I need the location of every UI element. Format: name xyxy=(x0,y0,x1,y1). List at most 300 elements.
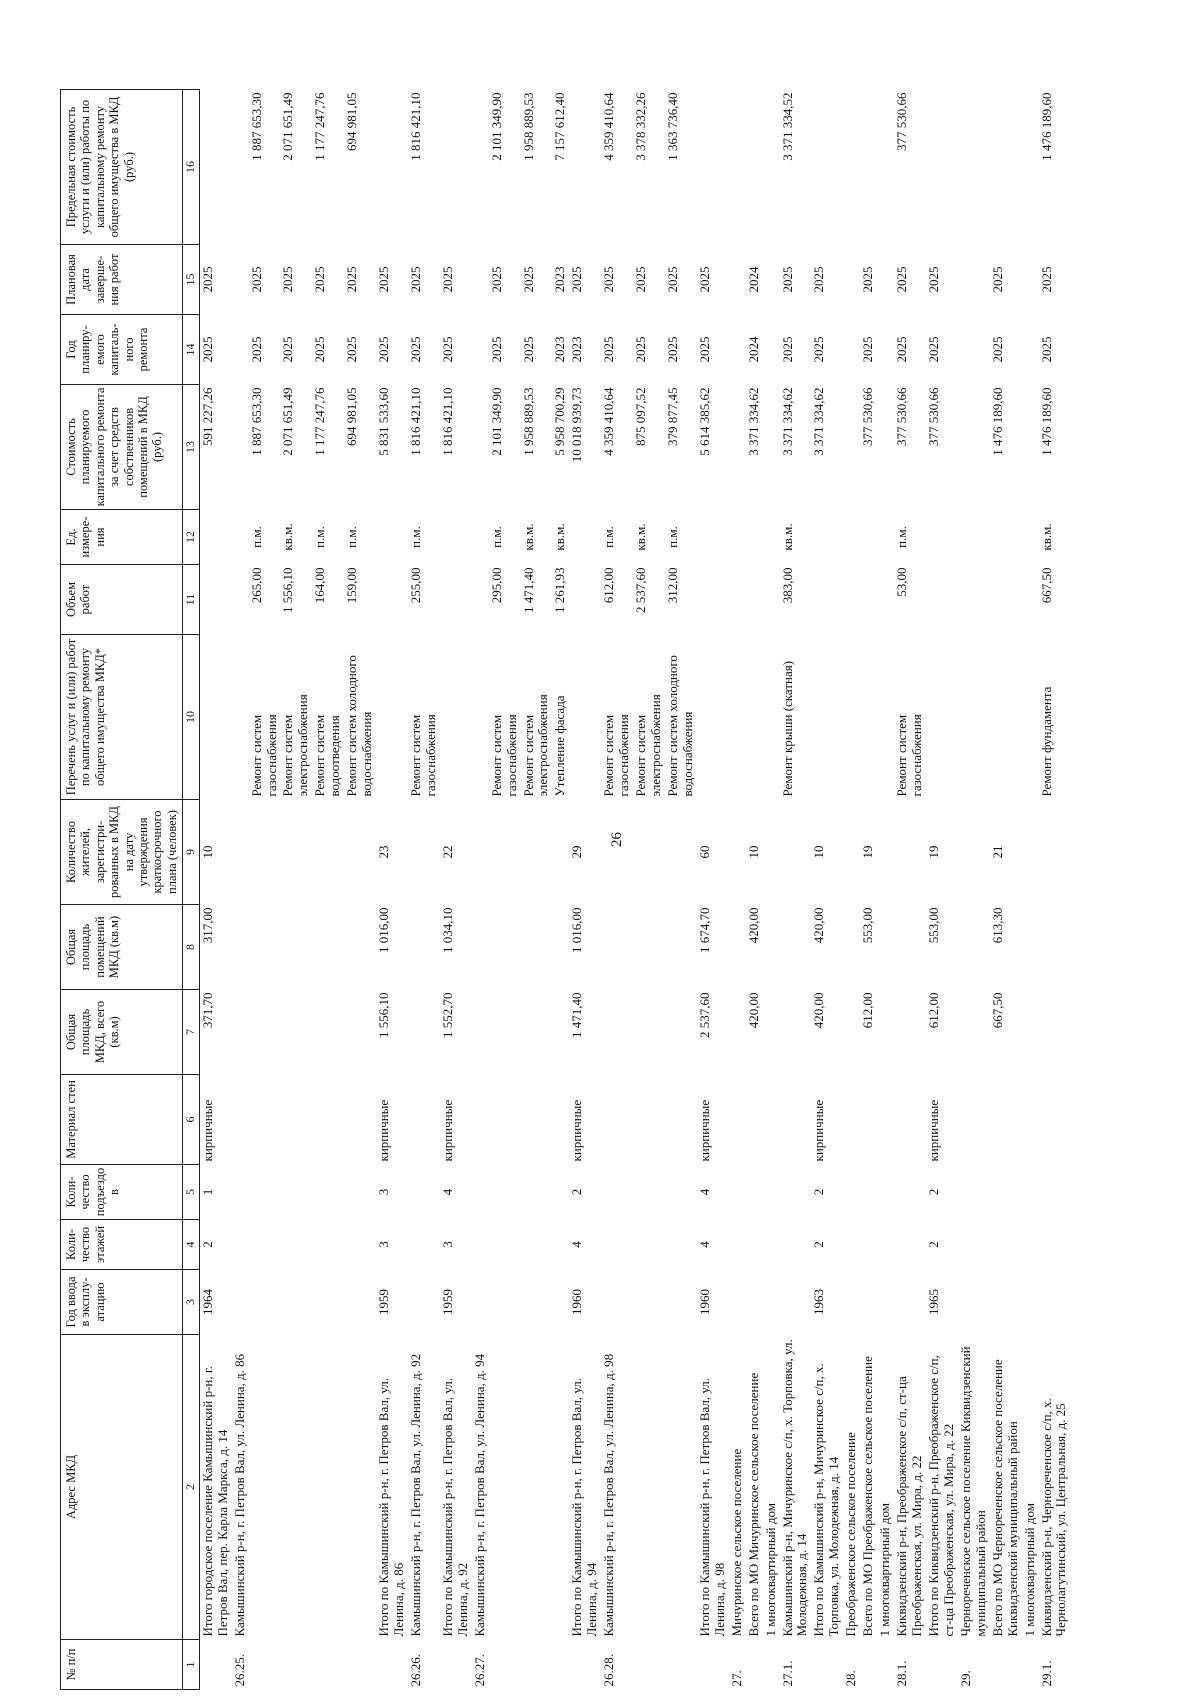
table-cell: кв.м. xyxy=(280,523,296,551)
table-cell: 28.1. xyxy=(894,1660,910,1687)
table-cell xyxy=(249,1220,281,1270)
table-cell: 21 xyxy=(989,845,1005,859)
table-cell xyxy=(601,905,633,990)
table-cell: 27. xyxy=(728,1670,744,1687)
table-cell: Итого по Камышинский р-н, г. Петров Вал, ул. Ленина, д. 86 xyxy=(376,1377,407,1637)
column-header: № п/п xyxy=(61,1640,183,1690)
table-cell xyxy=(763,1220,780,1270)
table-row xyxy=(926,90,958,1690)
table-cell xyxy=(877,1220,894,1270)
table-cell: 2025 xyxy=(601,266,617,293)
table-cell xyxy=(763,315,780,385)
table-cell xyxy=(746,565,763,635)
table-cell xyxy=(232,800,249,905)
table-cell xyxy=(877,1270,894,1335)
column-header: Плановая дата заверше-ния работ xyxy=(61,245,183,315)
table-row xyxy=(843,90,860,1690)
table-cell: кирпичные xyxy=(376,1099,392,1162)
table-cell xyxy=(894,1075,926,1165)
table-cell: 2 101 349,90 xyxy=(488,387,504,456)
table-cell xyxy=(376,1640,408,1690)
table-cell xyxy=(958,245,990,315)
table-cell xyxy=(843,635,860,800)
table-cell: 694 981,05 xyxy=(344,92,360,151)
table-cell xyxy=(843,90,860,245)
table-cell xyxy=(780,990,812,1075)
table-cell xyxy=(729,315,746,385)
table-cell xyxy=(521,1075,553,1165)
table-cell: 1 471,40 xyxy=(569,992,585,1038)
table-cell xyxy=(633,905,665,990)
table-cell: кв.м. xyxy=(1038,523,1054,551)
table-cell: 22 xyxy=(439,845,455,859)
table-cell: Всего по МО Чернореченское сельское поселение Киквидзенский муниципальный район xyxy=(989,1359,1020,1637)
table-cell xyxy=(489,1165,521,1220)
table-cell xyxy=(860,635,877,800)
table-cell xyxy=(489,1270,521,1335)
table-cell: 2 071 651,49 xyxy=(280,92,296,161)
table-cell: кирпичные xyxy=(925,1099,941,1162)
table-cell xyxy=(472,905,489,990)
table-cell xyxy=(232,1165,249,1220)
table-cell: 26.26. xyxy=(407,1654,423,1687)
column-number: 7 xyxy=(183,990,200,1075)
table-cell: 2025 xyxy=(601,336,617,363)
table-cell xyxy=(729,510,746,565)
table-cell xyxy=(926,565,958,635)
table-cell xyxy=(877,510,894,565)
header-row xyxy=(61,90,183,1690)
table-cell: 420,00 xyxy=(811,907,827,944)
table-cell: 1 958 889,53 xyxy=(520,92,536,161)
table-cell: 377 530,66 xyxy=(925,387,941,446)
column-header: Перечень услуг и (или) работ по капитальному ремонту общего имущества МКД* xyxy=(61,635,183,800)
table-cell: п.м. xyxy=(488,526,504,548)
table-cell xyxy=(1022,1220,1039,1270)
table-cell xyxy=(958,385,990,510)
table-cell: 10 xyxy=(811,845,827,859)
table-cell xyxy=(232,245,249,315)
table-cell xyxy=(665,990,697,1075)
table-cell xyxy=(552,1270,569,1335)
table-cell: 2025 xyxy=(439,266,455,293)
table-cell xyxy=(232,315,249,385)
table-cell: 2025 xyxy=(779,336,795,363)
table-cell xyxy=(521,1270,553,1335)
table-cell: 1 887 653,30 xyxy=(248,387,264,456)
table-cell xyxy=(472,635,489,800)
table-cell xyxy=(633,1335,665,1640)
table-cell xyxy=(408,1165,440,1220)
table-cell: 4 xyxy=(439,1188,455,1196)
column-header: Коли-чество этажей xyxy=(61,1220,183,1270)
table-cell xyxy=(958,905,990,990)
table-cell: п.м. xyxy=(312,526,328,548)
table-cell xyxy=(344,1270,376,1335)
table-cell: 312,00 xyxy=(664,567,680,604)
table-cell xyxy=(665,1640,697,1690)
table-cell xyxy=(601,990,633,1075)
table-cell: Ремонт систем электроснабжения xyxy=(520,694,551,797)
table-cell: Ремонт систем водоотведения xyxy=(312,714,343,797)
table-cell xyxy=(990,510,1022,565)
table-cell: 19 xyxy=(925,845,941,859)
column-header: Год ввода в эксплу-атацию xyxy=(61,1270,183,1335)
table-cell: 2 xyxy=(925,1188,941,1196)
table-cell xyxy=(489,990,521,1075)
table-cell: 265,00 xyxy=(248,567,264,604)
table-cell: Итого по Камышинский р-н, г. Петров Вал, ул. Ленина, д. 94 xyxy=(569,1377,600,1637)
table-cell: 1959 xyxy=(439,1289,455,1315)
table-cell xyxy=(877,800,894,905)
table-cell: 60 xyxy=(696,845,712,859)
table-cell: 2024 xyxy=(745,336,761,363)
table-cell xyxy=(780,1270,812,1335)
table-cell xyxy=(877,1075,894,1165)
table-cell xyxy=(280,1270,312,1335)
table-cell xyxy=(440,510,472,565)
table-cell: 1 многоквартирный дом xyxy=(877,1503,893,1637)
table-cell xyxy=(552,905,569,990)
table-cell xyxy=(843,1220,860,1270)
table-cell: Итого городское поселение Камышинский р-н, г. Петров Вал, пер. Карла Маркса, д. 14 xyxy=(199,1366,230,1637)
table-cell xyxy=(440,635,472,800)
table-cell xyxy=(763,245,780,315)
table-cell: 2025 xyxy=(664,336,680,363)
table-cell xyxy=(280,1640,312,1690)
table-cell: 2025 xyxy=(633,336,649,363)
table-cell xyxy=(860,510,877,565)
table-cell: 1 476 189,60 xyxy=(1038,387,1054,456)
table-cell: кв.м. xyxy=(552,523,568,551)
table-cell: 295,00 xyxy=(488,567,504,604)
column-header: Адрес МКД xyxy=(61,1335,183,1640)
table-cell xyxy=(843,1270,860,1335)
table-cell: 159,00 xyxy=(344,567,360,604)
table-cell xyxy=(1022,565,1039,635)
table-cell xyxy=(877,990,894,1075)
table-cell: Всего по МО Мичуринское сельское поселение xyxy=(745,1372,761,1637)
table-cell: 10 xyxy=(745,845,761,859)
table-cell xyxy=(376,510,408,565)
table-cell xyxy=(344,905,376,990)
table-cell: 371,70 xyxy=(199,992,215,1029)
table-cell: 2025 xyxy=(894,266,910,293)
table-cell: 1965 xyxy=(925,1289,941,1315)
column-number: 11 xyxy=(183,565,200,635)
table-cell xyxy=(633,1270,665,1335)
table-row xyxy=(552,90,569,1690)
table-cell xyxy=(280,1335,312,1640)
table-cell: 1963 xyxy=(811,1289,827,1315)
table-cell: 10 018 939,73 xyxy=(569,387,585,463)
table-cell: 2025 xyxy=(633,266,649,293)
table-cell xyxy=(958,800,990,905)
table-cell: 23 xyxy=(376,845,392,859)
table-cell xyxy=(746,1270,763,1335)
table-cell xyxy=(763,385,780,510)
table-cell: 28. xyxy=(843,1670,859,1687)
table-cell: 2025 xyxy=(199,266,215,293)
table-cell xyxy=(472,385,489,510)
table-cell: Всего по МО Преображенское сельское поселение xyxy=(860,1356,876,1637)
table-cell xyxy=(990,1165,1022,1220)
table-cell xyxy=(280,800,312,905)
table-cell xyxy=(199,90,231,245)
table-cell: 2025 xyxy=(520,266,536,293)
table-cell: кирпичные xyxy=(439,1099,455,1162)
table-cell xyxy=(729,990,746,1075)
table-cell xyxy=(552,1220,569,1270)
table-cell xyxy=(521,1640,553,1690)
table-cell xyxy=(843,990,860,1075)
table-cell xyxy=(990,1075,1022,1165)
table-row xyxy=(232,90,249,1690)
table-cell: 2025 xyxy=(860,336,876,363)
table-cell xyxy=(249,1335,281,1640)
table-cell: 1 многоквартирный дом xyxy=(1021,1503,1037,1637)
table-cell: п.м. xyxy=(407,526,423,548)
table-cell xyxy=(877,245,894,315)
table-cell: п.м. xyxy=(344,526,360,548)
table-cell: Ремонт систем газоснабжения xyxy=(894,714,925,797)
table-row xyxy=(344,90,376,1690)
repair-plan-table xyxy=(60,89,1070,1690)
table-cell: 420,00 xyxy=(811,992,827,1029)
table-cell xyxy=(232,385,249,510)
table-cell: 1 многоквартирный дом xyxy=(762,1503,778,1637)
table-cell: 4 359 410,64 xyxy=(601,92,617,161)
table-cell: 1 816 421,10 xyxy=(439,387,455,456)
table-cell: 10 xyxy=(199,845,215,859)
table-cell: Камышинский р-н, г. Петров Вал, ул. Ленина, д. 98 xyxy=(601,1353,617,1637)
table-cell: Чернореченское сельское поселение Киквидзенский муниципальный район xyxy=(957,1346,988,1637)
table-cell xyxy=(249,1270,281,1335)
table-header xyxy=(61,90,200,1690)
table-cell: Киквидзенский р-н, Преображенское с/п, ст-ца Преображенская, ул. Мира, д. 22 xyxy=(894,1376,925,1637)
table-cell xyxy=(729,565,746,635)
table-cell xyxy=(811,90,843,245)
table-cell xyxy=(472,1165,489,1220)
table-cell xyxy=(472,510,489,565)
table-row xyxy=(1039,90,1071,1690)
table-cell xyxy=(1022,90,1039,245)
table-cell xyxy=(877,90,894,245)
table-cell: 1 556,10 xyxy=(280,567,296,613)
table-cell xyxy=(697,635,729,800)
table-cell xyxy=(877,1165,894,1220)
table-cell xyxy=(958,1270,990,1335)
table-cell: Ремонт систем газоснабжения xyxy=(407,714,438,797)
table-row xyxy=(489,90,521,1690)
table-cell: 5 614 385,62 xyxy=(696,387,712,456)
table-cell xyxy=(569,510,601,565)
table-cell xyxy=(249,1640,281,1690)
table-cell xyxy=(408,800,440,905)
table-cell xyxy=(601,1220,633,1270)
table-cell: Итого по Камышинский р-н, г. Петров Вал, ул. Ленина, д. 92 xyxy=(439,1377,470,1637)
table-cell: кирпичные xyxy=(569,1099,585,1162)
table-cell xyxy=(232,1220,249,1270)
table-cell xyxy=(552,800,569,905)
table-cell xyxy=(472,1075,489,1165)
table-cell: 3 371 334,62 xyxy=(745,387,761,456)
table-cell xyxy=(763,1075,780,1165)
table-cell: 2025 xyxy=(664,266,680,293)
table-cell xyxy=(697,90,729,245)
table-cell: 26.28. xyxy=(601,1654,617,1687)
table-cell: 1 816 421,10 xyxy=(407,92,423,161)
table-cell xyxy=(489,905,521,990)
table-cell: 317,00 xyxy=(199,907,215,944)
table-cell xyxy=(811,565,843,635)
table-cell xyxy=(280,1165,312,1220)
table-row xyxy=(763,90,780,1690)
table-cell xyxy=(1039,1270,1071,1335)
table-cell xyxy=(926,635,958,800)
table-cell: Ремонт систем газоснабжения xyxy=(601,714,632,797)
table-cell: 1 177 247,76 xyxy=(312,92,328,161)
table-cell: 1 556,10 xyxy=(376,992,392,1038)
table-row xyxy=(665,90,697,1690)
column-number: 6 xyxy=(183,1075,200,1165)
table-cell xyxy=(780,905,812,990)
table-cell: 1959 xyxy=(376,1289,392,1315)
table-cell xyxy=(763,1270,780,1335)
table-cell: Камышинский р-н, г. Петров Вал, ул. Ленина, д. 94 xyxy=(471,1353,487,1637)
table-cell: 2 xyxy=(199,1241,215,1248)
table-cell xyxy=(440,565,472,635)
table-cell: 1 476 189,60 xyxy=(1038,92,1054,161)
table-cell: 2025 xyxy=(860,266,876,293)
table-cell: кирпичные xyxy=(696,1099,712,1162)
table-cell: 26.25. xyxy=(231,1654,247,1687)
table-cell: Итого по Камышинский р-н, г. Петров Вал, ул. Ленина, д. 98 xyxy=(696,1377,727,1637)
table-cell: 2 xyxy=(811,1241,827,1248)
table-cell xyxy=(472,1220,489,1270)
table-cell: 667,50 xyxy=(989,992,1005,1029)
table-cell xyxy=(843,1075,860,1165)
table-cell: 2023 xyxy=(552,336,568,363)
table-cell: 2025 xyxy=(280,336,296,363)
table-cell xyxy=(601,1270,633,1335)
table-cell: 3 371 334,52 xyxy=(779,92,795,161)
table-row xyxy=(408,90,440,1690)
table-cell xyxy=(665,1165,697,1220)
table-cell: 612,00 xyxy=(601,567,617,604)
table-cell xyxy=(489,1335,521,1640)
table-cell xyxy=(1022,990,1039,1075)
table-row xyxy=(860,90,877,1690)
table-cell: п.м. xyxy=(664,526,680,548)
table-cell xyxy=(843,905,860,990)
table-cell xyxy=(990,1270,1022,1335)
table-cell xyxy=(633,1165,665,1220)
table-row xyxy=(280,90,312,1690)
table-cell xyxy=(811,1640,843,1690)
table-cell: Мичуринское сельское поселение xyxy=(728,1448,744,1637)
table-cell xyxy=(472,315,489,385)
table-cell: Ремонт систем газоснабжения xyxy=(248,714,279,797)
table-cell xyxy=(926,1640,958,1690)
table-row xyxy=(958,90,990,1690)
table-cell xyxy=(408,1270,440,1335)
table-cell xyxy=(440,90,472,245)
table-cell xyxy=(312,1220,344,1270)
table-cell: 2025 xyxy=(248,336,264,363)
column-number-row xyxy=(183,90,200,1690)
table-cell xyxy=(280,990,312,1075)
table-cell: 2023 xyxy=(552,266,568,293)
table-cell xyxy=(232,635,249,800)
table-cell xyxy=(746,1165,763,1220)
table-cell: Ремонт крыши (скатная) xyxy=(779,660,795,797)
table-cell xyxy=(199,565,231,635)
table-cell: 2025 xyxy=(376,266,392,293)
table-cell: 29.1. xyxy=(1038,1660,1054,1687)
table-cell: 2025 xyxy=(925,266,941,293)
table-cell xyxy=(1022,315,1039,385)
table-cell xyxy=(569,90,601,245)
table-cell: 1 816 421,10 xyxy=(407,387,423,456)
table-cell xyxy=(843,1165,860,1220)
table-cell xyxy=(990,565,1022,635)
table-cell xyxy=(472,990,489,1075)
table-cell xyxy=(376,635,408,800)
table-cell xyxy=(312,1075,344,1165)
table-cell: 5 831 533,60 xyxy=(376,387,392,456)
table-cell xyxy=(633,1640,665,1690)
table-cell xyxy=(877,385,894,510)
table-row xyxy=(569,90,601,1690)
table-cell xyxy=(1022,905,1039,990)
table-cell xyxy=(552,1640,569,1690)
table-cell xyxy=(232,905,249,990)
table-cell: 1 016,00 xyxy=(376,907,392,953)
table-cell: 1 476 189,60 xyxy=(989,387,1005,456)
table-cell xyxy=(199,1640,231,1690)
table-cell xyxy=(1022,245,1039,315)
table-cell: 2025 xyxy=(779,266,795,293)
table-cell xyxy=(860,1640,877,1690)
rotated-page xyxy=(60,90,1160,1690)
table-cell: 1960 xyxy=(696,1289,712,1315)
table-cell xyxy=(249,905,281,990)
table-cell: 379 877,45 xyxy=(664,387,680,446)
table-cell xyxy=(763,990,780,1075)
table-cell: 53,00 xyxy=(894,567,910,597)
table-cell xyxy=(894,905,926,990)
table-cell xyxy=(894,990,926,1075)
column-number: 14 xyxy=(183,315,200,385)
table-cell xyxy=(232,90,249,245)
table-cell xyxy=(408,1220,440,1270)
table-cell xyxy=(1039,1165,1071,1220)
column-header: Материал стен xyxy=(61,1075,183,1165)
table-row xyxy=(376,90,408,1690)
table-cell xyxy=(877,905,894,990)
table-cell xyxy=(926,90,958,245)
table-cell xyxy=(843,385,860,510)
table-cell: 4 xyxy=(569,1241,585,1248)
table-cell: 420,00 xyxy=(745,992,761,1029)
table-cell: Итого по Киквидзенский р-н, Преображенское с/п, ст-ца Преображенская, ул. Мира, д. 22 xyxy=(925,1355,956,1637)
table-cell xyxy=(280,1220,312,1270)
table-cell: 2 101 349,90 xyxy=(488,92,504,161)
table-row xyxy=(780,90,812,1690)
table-cell xyxy=(1022,1640,1039,1690)
table-cell xyxy=(697,565,729,635)
